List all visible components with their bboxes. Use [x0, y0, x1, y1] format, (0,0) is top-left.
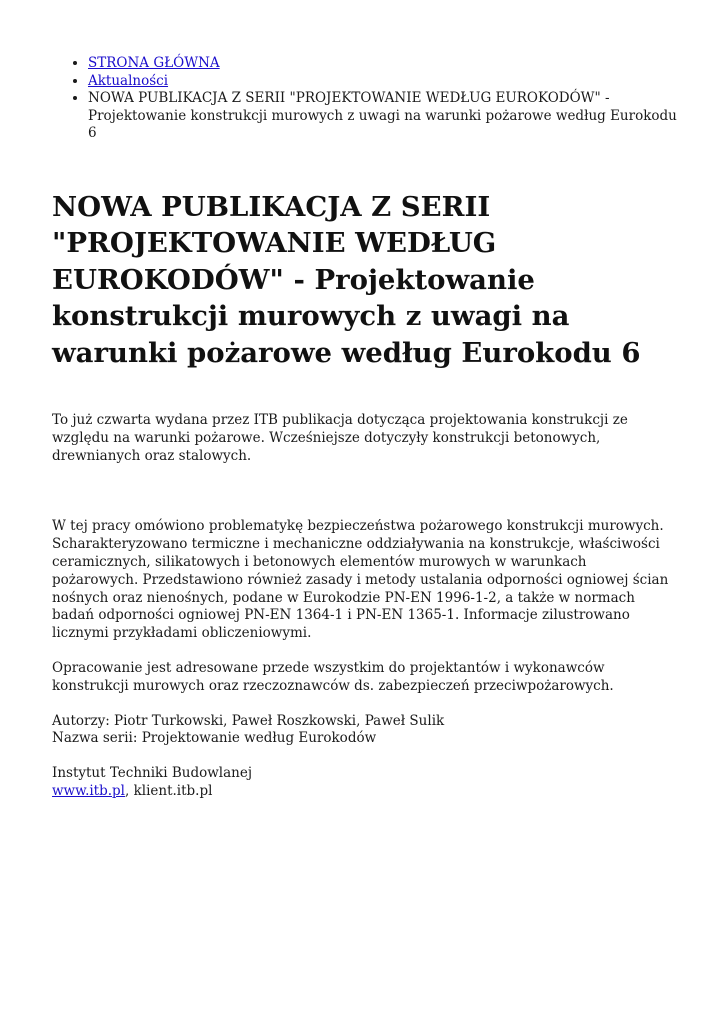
authors-line: Autorzy: Piotr Turkowski, Paweł Roszkowski, Paweł Sulik: [52, 712, 445, 729]
article-credits: [52, 713, 677, 749]
article-intro: To już czwarta wydana przez ITB publikacja dotycząca projektowania konstrukcji ze względu na warunki pożarowe. Wcześniejsze dotyczyły konstrukcji betonowych, drewnianych oraz stalowych.: [52, 412, 628, 464]
breadcrumb-link-home[interactable]: STRONA GŁÓWNA: [88, 55, 220, 71]
breadcrumb-item-home: [88, 55, 677, 73]
institute-name: Instytut Techniki Budowlanej: [52, 765, 253, 782]
article-body: [52, 412, 677, 801]
client-site-text: , klient.itb.pl: [125, 782, 213, 799]
series-line: Nazwa serii: Projektowanie według Eurokodów: [52, 730, 377, 747]
website-link[interactable]: www.itb.pl: [52, 782, 125, 799]
breadcrumb-link-news[interactable]: Aktualności: [88, 72, 169, 89]
breadcrumb-item-news: [88, 73, 677, 91]
article-paragraph: W tej pracy omówiono problematykę bezpieczeństwa pożarowego konstrukcji murowych. Scharakteryzowano termiczne i mechaniczne oddziaływania na konstrukcje, właściwości ceramicznych, silikatowych i betonowych elementów murowych w warunkach pożarowych. Przedstawiono również zasady i metody ustalania odporności ogniowej ścian nośnych oraz nienośnych, podane w Eurokodzie PN-EN 1996-1-2, a także w normach badań odporności ogniowej PN-EN 1364-1 i PN-EN 1365-1. Informacje zilustrowano licznymi przykładami obliczeniowymi.: [52, 518, 669, 642]
page-title: NOWA PUBLIKACJA Z SERII "PROJEKTOWANIE WEDŁUG EUROKODÓW" - Projektowanie konstrukcji murowych z uwagi na warunki pożarowe według Eurokodu 6: [52, 190, 641, 369]
article-footer: [52, 765, 677, 801]
article-audience: Opracowanie jest adresowane przede wszystkim do projektantów i wykonawców konstrukcji murowych oraz rzeczoznawców ds. zabezpieczeń przeciwpożarowych.: [52, 659, 614, 694]
breadcrumb: [52, 55, 677, 143]
page-content: [52, 55, 677, 801]
breadcrumb-item-current: • NOWA PUBLIKACJA Z SERII "PROJEKTOWANIE WEDŁUG EUROKODÓW" - Projektowanie konstrukcji murowych z uwagi na warunki pożarowe według Eurokodu 6: [88, 90, 677, 143]
